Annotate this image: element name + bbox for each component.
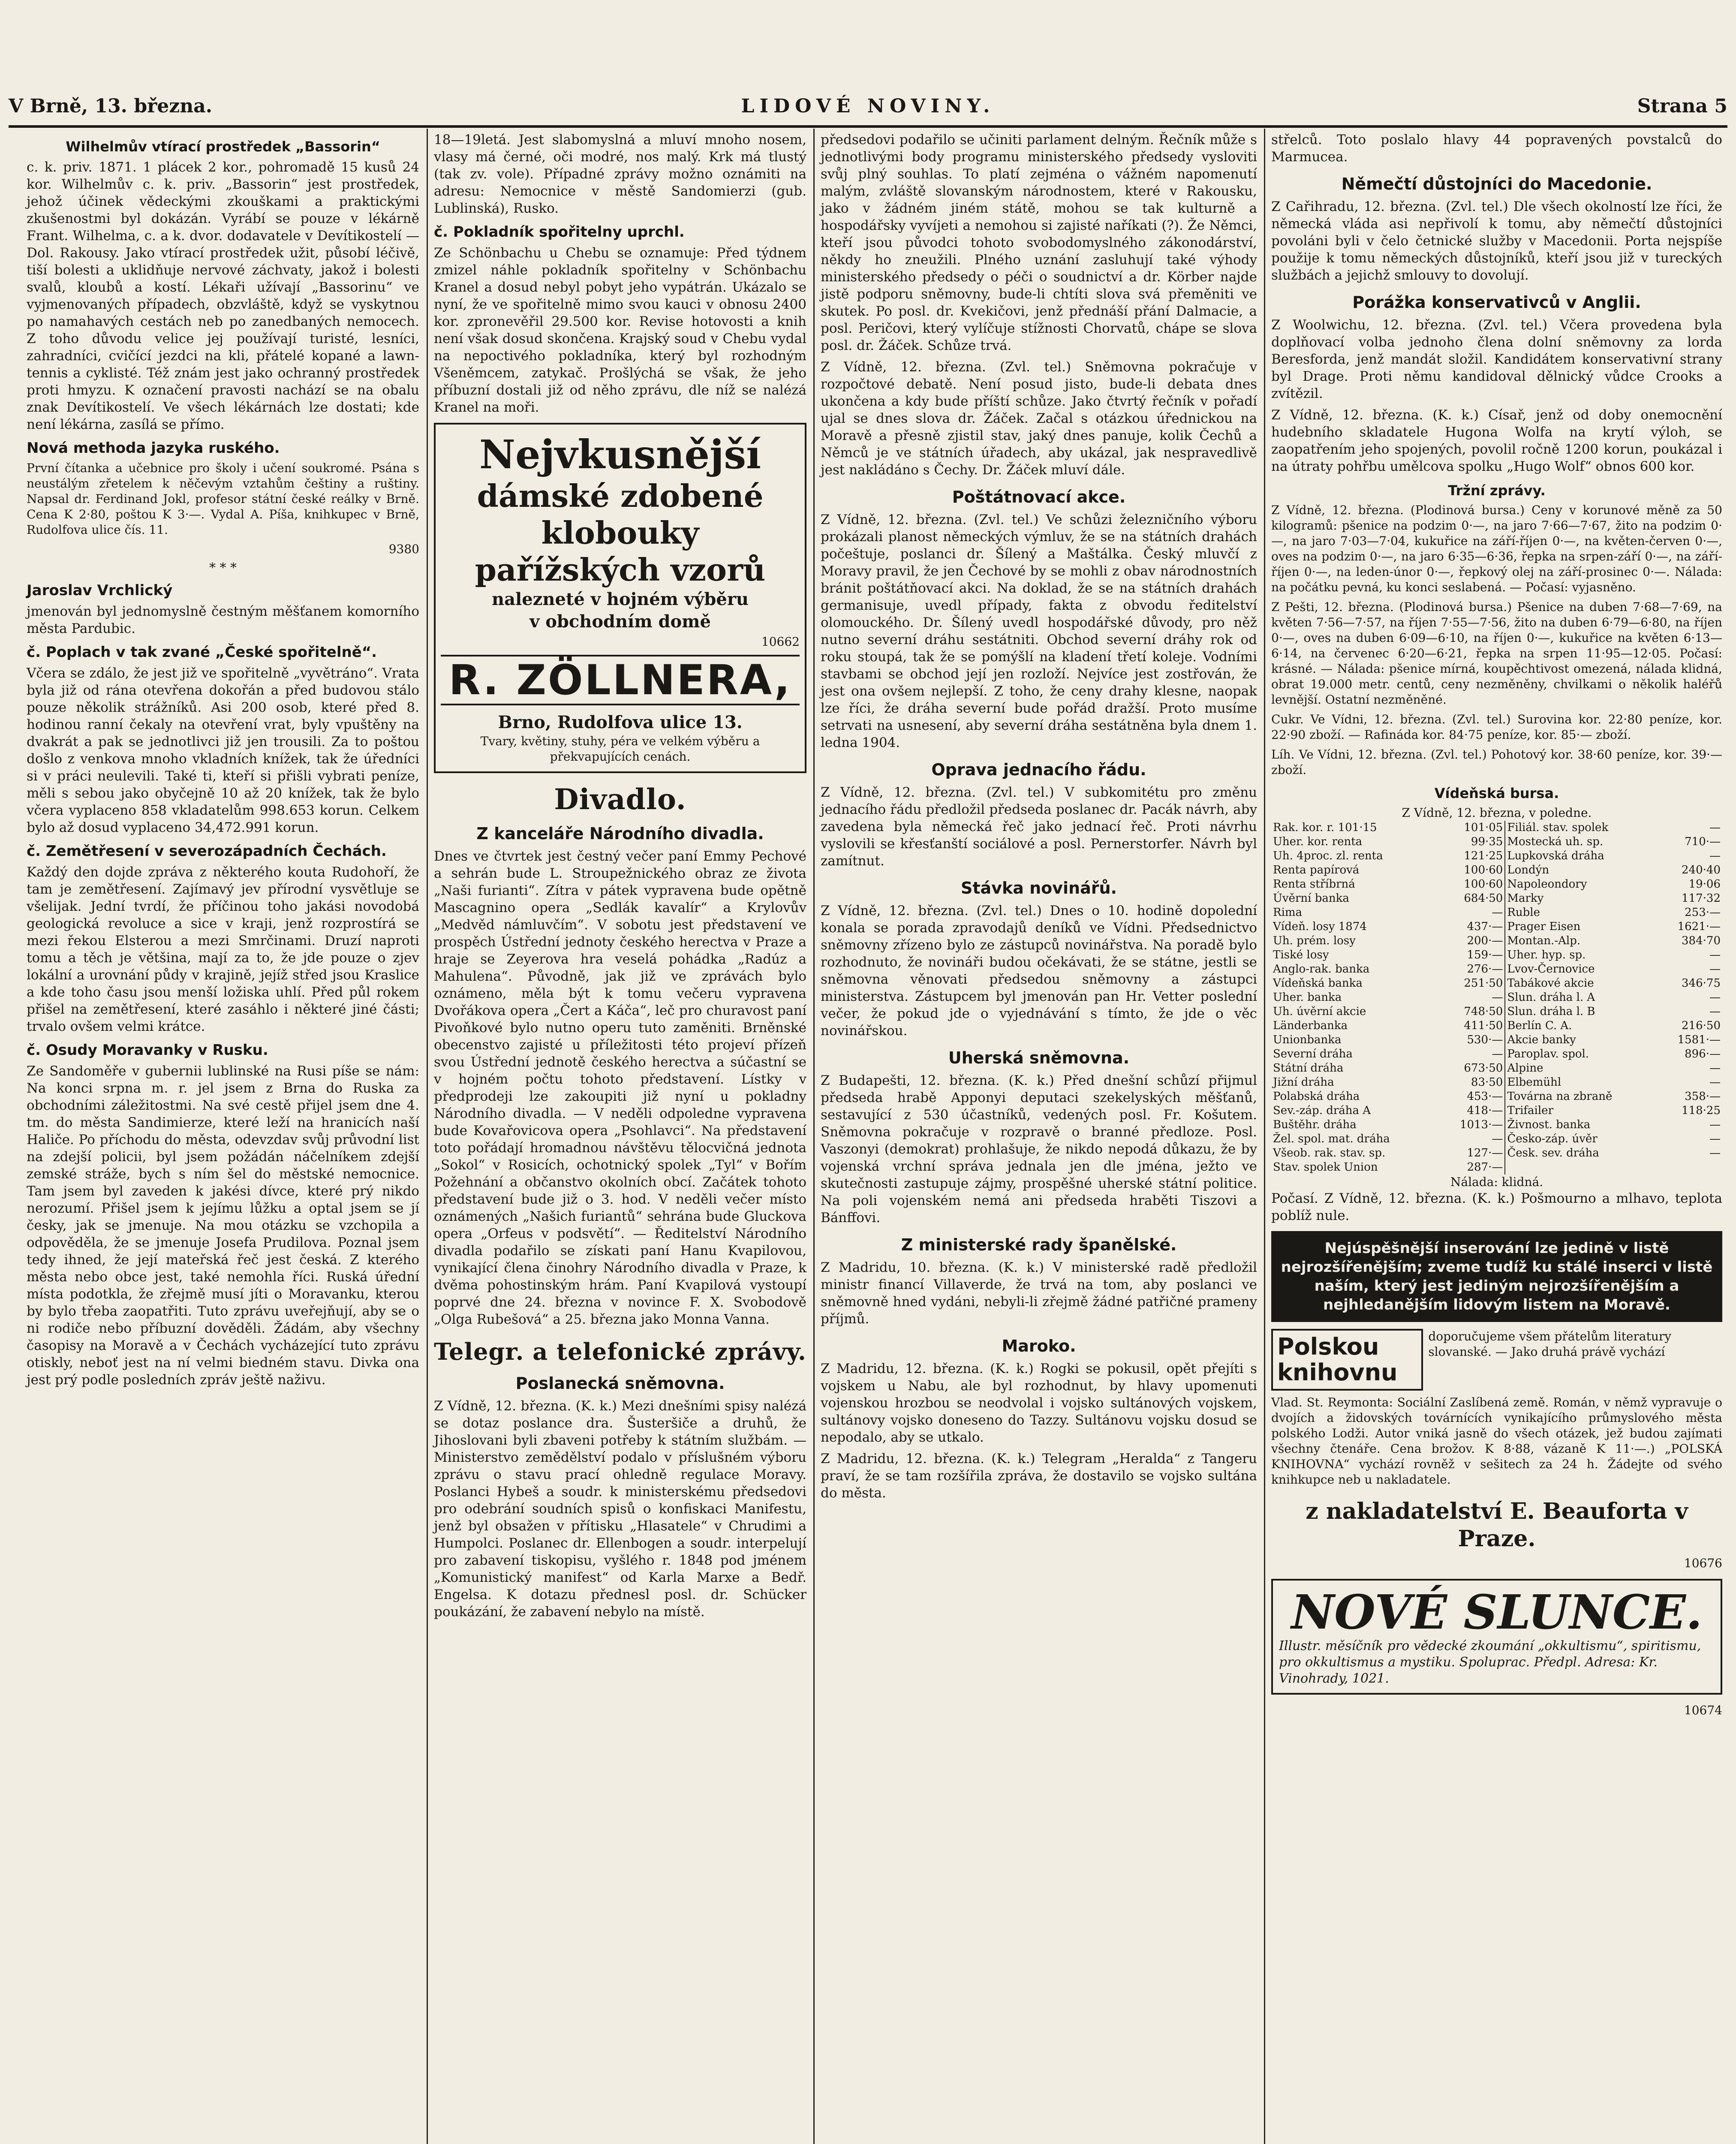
article-text: Z Madridu, 12. března. (K. k.) Telegram „Heralda“ z Tangeru praví, že se tam rozšířila zpráva, že dostavilo se vojsko sultána do města. [821,1451,1257,1501]
article-text: Z Budapešti, 12. března. (K. k.) Před dnešní schůzí přijmul předseda hrabě Apponyi deputaci szekelyských měšťanů, sestavující z 530 účastníků, vedených posl. Fr. Košutem. Sněmovna pokračuje v rozpravě o branné předloze. Posl. Vaszonyi (demokrat) prohlašuje, že nikdo nepodá důkazu, že by vojenská vrchní správa jednala jen dle jména, ježto ve skutečnosti zastupuje zájmy, prospěšné uherské státní politice. Na poli vojenském nemá ani předseda hraběti Tiszovi a Bánffovi. [821,1073,1257,1226]
bursa-item-value: — [1709,1147,1721,1159]
bursa-item-value: — [1709,1062,1721,1075]
ad-line: v obchodním domě [530,611,711,632]
bursa-item-name: Berlín C. A. [1507,1019,1572,1032]
bursa-item-value: 1621·— [1677,920,1721,933]
bursa-row [1271,976,1722,991]
bursa-item-value: 276·— [1439,962,1505,976]
market-text: Cukr. Ve Vídni, 12. března. (Zvl. tel.) Surovina kor. 22·80 peníze, kor. 22·90 zboží. — Rafináda kor. 84·75 peníze, kor. 85·— zboží. [1271,712,1722,742]
article-title: Z kanceláře Národního divadla. [476,824,764,843]
bursa-item-name: Uh. prém. losy [1273,934,1356,947]
bursa-date: Z Vídně, 12. března, v poledne. [1402,806,1592,820]
bursa-item-value: 83·50 [1439,1075,1505,1090]
article-title: Maroko. [1002,1337,1076,1355]
bursa-item-name: Uh. úvěrní akcie [1273,1005,1366,1018]
bursa-item-value: 710·— [1685,835,1721,848]
bursa-item-name: Uher. banka [1273,991,1342,1004]
bursa-item-name: Buštěhr. dráha [1273,1118,1357,1131]
ad-headline: Polskou knihovnu [1271,1329,1423,1391]
ad-number: 10662 [761,635,800,649]
column-1 [21,129,424,2144]
bursa-item-value: — [1709,849,1721,862]
bursa-item-value: 346·75 [1682,977,1721,990]
bursa-row [1271,1075,1722,1090]
bursa-item-name: Lupkovská dráha [1507,849,1604,862]
article-text: Z Cařihradu, 12. března. (Zvl. tel.) Dle všech okolností lze říci, že německá vláda asi nepřivolí k tomu, aby němečtí důstojníci povoláni byli v čelo četnické služby v Macedonii. Porta nejspíše použije k tomu německých důstojníků, kteří jsou již v tureckých službách a jejichž smlouvy to dovolují. [1271,199,1722,283]
article-text: Z Vídně, 12. března. (K. k.) Císař, jenž od doby onemocnění hudebního skladatele Hugona Wolfa na krytí výloh, se zaopatřením jeho spojených, povolil ročně 1200 korun, poukázal i na útraty pohřbu umělcova spolku „Hugo Wolf“ obnos 600 kor. [1271,407,1722,474]
bursa-item-name: Jižní dráha [1273,1076,1334,1089]
bursa-row [1271,849,1722,863]
ad-publisher: z nakladatelství E. Beaufortа v Praze. [1306,1498,1688,1552]
bursa-item-value: 896·— [1685,1048,1721,1060]
article-text: Z Woolwichu, 12. března. (Zvl. tel.) Včera provedena byla doplňovací volba jednoho člena dolní sněmovny za lorda Beresforda, jenž mandát složil. Kandidátem konservativní strany byl Drage. Proti němu kandidoval dělnický vůdce Crooks a zvítězil. [1271,317,1722,401]
article-title: Vídeňská bursa. [1434,785,1559,801]
bursa-item-value: — [1439,1047,1505,1061]
bursa-item-value: 118·25 [1682,1104,1721,1117]
article-text: Z Vídně, 12. března. (Zvl. tel.) Ve schůzi železničního výboru prokázali planost německých výmluv, že se na státních drahách počeštuje, poslanci dr. Šílený a Maštálka. Český mluvčí z Moravy pravil, že jen Čechové by se mohli z obav národnostních bránit poštátňovací akci. Na doklad, že se na státních drahách germanisuje, uvedl případy, fakta z obvodu ředitelství olomouckého. Dr. Šílený uvedl hospodářské důvody, pro něž nutno severní dráhu sestátniti. Obchod severní dráhy rok od roku stoupá, tak že se pomýšlí na kladení třetí koleje. Vodními stavbami se obchod její jen rozloží. Nejvíce jest zostřován, že jest ona ovšem nejlepší. Z toho, že ceny drahy klesne, naopak lze říci, že dráha severní bude pořád dražší. Proto musíme setrvati na usnesení, aby severní dráha sestátněna byla dnem 1. ledna 1904. [821,512,1257,750]
column-4 [1266,129,1727,2144]
bursa-row [1271,991,1722,1005]
bursa-item-value: 121·25 [1439,849,1505,863]
bursa-row [1271,1047,1722,1061]
bursa-row [1271,962,1722,976]
article-continuation: předsedovi podařilo se učiniti parlament delným. Řečník může s jednotlivými body programu ministerského předsedy vysloviti svůj plný souhlas. To platí zejména o vážném napomenutí malým, zvláště slovanským národnostem, které v Rakousku, jako v žádném jiném státě, mohou se tak kulturně a hospodářsky vyvíjeti a nemohou si zajisté naříkati (?). Že Němci, kteří jsou původci tohoto svobodomyslného zákonodárství, někdy ho zneužili. Plného uznání zasluhují také výhody ministerského předsedy o péči o soudnictví a dr. Körber najde jistě podporu sněmovny, bude-li chtíti slova svá přeměniti ve skutek. Po posl. dr. Kvekičovi, jenž přednáší přání Dalmacie, a posl. Peričovi, který vylíčuje stížnosti Chorvatů, chápe se slova posl. dr. Žáček. Schůze trvá. [821,132,1257,353]
ad-side-text: doporučujeme všem přátelům literatury slovanské. — Jako druhá právě vychází [1428,1329,1672,1359]
bursa-row [1271,1146,1722,1160]
ad-brand-name: R. ZÖLLNERA, [441,655,800,705]
ad-text: Vlad. St. Reymonta: Sociální Zaslíbená země. Román, v němž vypravuje o dvojích a židovských továrnících vynikajícího průmyslového města polského Lodži. Autor vniká jasně do všech otázek, jež budou zajímati všechny čtenáře. Cena brožov. K 8·88, vázaně K 11·—.) „POLSKÁ KNIHOVNA“ vychází rovněž v sešitech za 24 h. Žádejte od svého knihkupce neb u nakladatele. [1271,1395,1722,1487]
bursa-row [1271,835,1722,849]
bursa-item-value: — [1439,991,1505,1005]
bursa-item-name: Slun. dráha l. A [1507,991,1595,1004]
article-text: Z Vídně, 12. března. (Zvl. tel.) Sněmovna pokračuje v rozpočtové debatě. Není posud jisto, bude-li debata dnes ukončena a kdy bude příští schůze. Jako čtvrtý řečník v pořadí ujal se dnes slova dr. Žáček. Začal s otázkou úřednickou na Moravě a přesně zjistil stav, jaký dnes panuje, kolik Čechů a Němců je ve státních úřadech, aby ukázal, jak nespravedlivě jest nakládáno s Čechy. Dr. Žáček mluví dále. [821,359,1257,478]
bursa-item-name: Továrna na zbraně [1507,1090,1613,1103]
article-title: Z ministerské rady španělské. [901,1235,1177,1254]
article-title: Poslanecká sněmovna. [515,1374,725,1393]
advertising-notice: Nejúspěšnější inserování lze jedině v listě nejrozšířenějším; zveme tudíž ku stálé inserci v listě naším, který jest jediným nejrozšířenějším a nejhledanějším lidovým listem na Moravě. [1271,1231,1722,1322]
bursa-item-name: Slun. dráha l. B [1507,1005,1595,1018]
ad-number: 9380 [388,542,419,556]
bursa-item-name: Stav. spolek Union [1273,1161,1378,1174]
bursa-item-name: Česk. sev. dráha [1507,1147,1599,1159]
ad-subheadline: dámské zdobené klobouky [477,478,764,551]
article-continuation: střelců. Toto poslalo hlavy 44 popravených povstalců do Marmucea. [1271,132,1722,165]
bursa-item-name: Napoleondory [1507,878,1587,891]
article-title: Oprava jednacího řádu. [931,760,1146,779]
bursa-item-name: Úvěrní banka [1273,892,1349,905]
article-text: Ze Sandoměře v gubernii lublinské na Rusi píše se nám: Na konci srpna m. r. jel jsem z Brna do Ruska za obchodními záležitostmi. Na své cestě přijel jsem dne 4. tm. do města Sandimierze, které leží na hranicích naší Haliče. Po příchodu do města, odevzdav svůj průvodní list na zdejší policii, byl jsem požádán náčelníkem zdejší zemské stráže, bych s ním šel do městské nemocnice. Tam jsem byl zaveden k jakési dívce, které prý nikdo nerozumí. Přišel jsem k jejímu lůžku a optal jsem se jí česky, jak se jmenuje. Na mou otázku se vzchopila a odpověděla, že se jmenuje Josefa Prudilova. Poznal jsem tedy ihned, že její mateřská řeč jest česká. Z kterého města nebo obce jest, také nemohla říci. Ruská úřední místa podotkla, že zřejmě musí jíti o Moravanku, kterou by bylo třeba zaopatřiti. Tuto zprávu uveřejňují, aby se o ni rodiče nebo příbuzní dověděli. Žádám, aby všechny časopisy na Moravě a v Čechách vycházející tuto zprávu otiskly, neboť jest na ní velmi biedném stavu. Divka ona jest prý podle posledních zpráv ještě naživu. [27,1063,419,1388]
bursa-item-name: Lvov-Černovice [1507,963,1595,976]
bursa-row [1271,821,1722,835]
bursa-item-name: Česko-záp. úvěr [1507,1132,1598,1145]
ad-number: 10676 [1684,1556,1722,1570]
bursa-item-name: Severní dráha [1273,1048,1353,1060]
article-text: Z Vídně, 12. března. (K. k.) Mezi dnešními spisy nalézá se dotaz poslance dra. Šusteršiče a druhů, že Jihoslovani byli zbaveni potřeby k státním službám. — Ministerstvo zemědělství podalo v příslušném výboru zprávu o stavu prací ohledně regulace Moravy. Poslanci Hybeš a soudr. k ministerskému předsedovi pro odebrání soudních spisů o konfiskaci Manifestu, jenž byl obsažen v přítisku „Hlasatele“ v Chrudimi a Humpolci. Poslanec dr. Ellenbogen a soudr. interpelují pro zabavení tiskopisu, vyšlého r. 1848 pod jménem „Komunistický manifest“ od Karla Marxe a Bedř. Engelsa. K dotazu přednesl posl. dr. Schücker poukázání, že zabavení nebylo na místě. [434,1398,806,1620]
article-text: jmenován byl jednomyslně čestným měšťanem komorního města Pardubic. [27,604,419,636]
bursa-item-value: 384·70 [1682,934,1721,947]
ad-address: Brno, Rudolfova ulice 13. [498,712,743,732]
bursa-row [1271,1019,1722,1033]
ad-number: 10674 [1684,1703,1722,1717]
ad-line: nalezneté v hojném výběru [492,589,749,609]
bursa-row [1271,948,1722,962]
bursa-item-value: — [1709,1005,1721,1018]
masthead-title: LIDOVÉ NOVINY. [741,95,995,117]
bursa-item-value: 19·06 [1688,878,1721,891]
bursa-row [1271,1132,1722,1146]
market-text: Líh. Ve Vídni, 12. března. (Zvl. tel.) Pohotový kor. 38·60 peníze, kor. 39·— zboží. [1271,747,1722,777]
bursa-item-name: Elbemühl [1507,1076,1561,1089]
bursa-item-name: Uher. kor. renta [1273,835,1363,848]
article-text: Dnes ve čtvrtek jest čestný večer paní Emmy Pechové a sehrán bude L. Stroupežnického obraz ze života „Naši furianti“. Zítra v pátek vypravena bude opětně Mascagnino opera „Sedlák kavalír“ a Krylovův „Medvěd námluvčím“. V sobotu jest představení ve prospěch Ústřední jednoty českého herectva v Praze a hraje se Zeyerova hra veselá pohádka „Radúz a Mahulena“. Původně, jak již ve zprávách bylo oznámeno, měla být k tomu večeru vypravena Dvořákova opera „Čert a Káča“, leč pro churavost paní Pivoňkové bylo nutno operu tuto zaměniti. Brněnské obecenstvo zajisté u příležitosti této projeví přízeň svou Ústřední jednotě českého herectva a súčastní se v hojném počtu tohoto představení. Lístky v předprodeji lze zakoupiti již nyní u pokladny Národního divadla. — V neděli odpoledne vypravena bude Kovařovicova opera „Psohlavci“. Na představení toto pořádají hromadnou návštěvu tělocvičná jednota „Sokol“ v Rosicích, ochotnický spolek „Tyl“ v Bořím Požehnání a občanstvo okolních obcí. Začátek tohoto představení bude již o 3. hod. V neděli večer místo oznámených „Našich furiantů“ sehrána bude Gluckova opera „Orfeus v podsvětí“. — Ředitelství Národního divadla podařilo se získati paní Hanu Kvapilovou, vynikající člena činohry Národního divadla v Praze, k dvěma pohostinským hrám. Paní Kvapilová vystoupí poprvé dne 24. března v novince F. X. Svobodově „Olga Rubešová“ a 25. března jako Monna Vanna. [434,849,806,1327]
bursa-item-name: Paroplav. spol. [1507,1048,1589,1060]
bursa-row [1271,1118,1722,1132]
bursa-item-name: Rak. kor. r. 101·15 [1273,821,1377,834]
bursa-item-value: — [1709,1076,1721,1089]
article-title: Uherská sněmovna. [948,1048,1130,1067]
ad-text: Illustr. měsíčník pro vědecké zkoumání „okkultismu“, spiritismu, pro okkultismus a mystiku. Spoluprac. Předpl. Adresa: Kr. Vinohrady, 1021. [1279,1638,1701,1686]
bursa-row [1271,1061,1722,1075]
bursa-item-value: 358·— [1685,1090,1721,1103]
ad-bassorin-text: c. k. priv. 1871. 1 plácek 2 kor., pohromadě 15 kusů 24 kor. Wilhelmův c. k. priv. „Bassorin“ jest prostředek, jehož účinek vědeckými zkouškami a praktickými zkušenostmi byl dokázán. Vyrábí se pouze v lékárně Frant. Wilhelma, c. a k. dvor. dodavatele v Devítikostelí — Dol. Rakousy. Jako vtírací prostředek užit, působí léčivě, tiší bolesti a uklidňuje nervové záchvaty, jakož i bolesti svalů, kloubů a kostí. Lékaři užívají „Bassorinu“ ve vyjmenovaných případech, obzvláště, když se vyskytnou po namahavých cestách neb po zanedbaných nemocech. Z toho důvodu velice jej používají turisté, lesníci, zahradníci, cvičící jezdci na kli, přátelé kopané a lawn-tennis a cyklisté. Též znám jest jako ochranný prostředek proti hmyzu. K označení pravosti nachází se na obalu znak Devítikostelí. Ve všech lékárnách lze dostati; kde není lékárna, zasílá se přímo. [27,160,419,432]
bursa-item-name: Ruble [1507,906,1540,919]
bursa-item-name: Vídeňská banka [1273,977,1363,990]
bursa-item-value: 240·40 [1682,864,1721,876]
bursa-row [1271,1104,1722,1118]
bursa-item-name: Alpine [1507,1062,1543,1075]
masthead-date: V Brně, 13. března. [9,95,213,117]
column-3 [815,129,1262,2144]
article-title: Němečtí důstojníci do Macedonie. [1341,175,1652,193]
bursa-item-value: 673·50 [1439,1061,1505,1075]
bursa-item-value: 253·— [1685,906,1721,919]
bursa-item-value: 101·05 [1439,821,1505,835]
bursa-item-name: Rima [1273,906,1303,919]
article-text: Z Vídně, 12. března. (Zvl. tel.) V subkomitétu pro změnu jednacího řádu předložil předseda poslanec dr. Pacák návrh, aby zavedena byla německá řeč jako jednací řeč. Proti návrhu vyslovili se křesťanští sociálové a posl. Pernerstorfer. Návrh byl zamítnut. [821,785,1257,869]
bursa-item-name: Mostecká uh. sp. [1507,835,1604,848]
bursa-row [1271,1160,1722,1174]
bursa-item-name: Státní dráha [1273,1062,1344,1075]
article-title: č. Poplach v tak zvané „České spořitelně“. [27,644,377,661]
column-2 [429,129,812,2144]
bursa-item-name: Sev.-záp. dráha A [1273,1104,1371,1117]
bursa-row [1271,1033,1722,1047]
bursa-item-name: Tabákové akcie [1507,977,1594,990]
bursa-item-name: Marky [1507,892,1544,905]
bursa-item-name: Anglo-rak. banka [1273,963,1370,976]
article-title: č. Pokladník spořitelny uprchl. [434,223,685,241]
bursa-item-name: Montan.-Alp. [1507,934,1581,947]
bursa-item-value: 530·— [1439,1033,1505,1047]
article-text: Z Vídně, 12. března. (Zvl. tel.) Dnes o 10. hodině dopolední konala se porada zpravodajů deníků ve Vídni. Předsednictvo sněmovny zřízeno bylo ze zástupců novinářstva. Na poradě bylo rozhodnuto, že novináři budou očekávati, že se státne, jestli se sněmovna věnovati předsedou sněmovny a zástupci ministerstva. Zástupcem byl jmenován pan Hr. Vetter poslední večer, že pokud jde o vyjednávání s tímto, že jde o věc novinářskou. [821,903,1257,1039]
bursa-item-value: 437·— [1439,920,1505,934]
bursa-item-name: Živnost. banka [1507,1118,1591,1131]
article-title: Jaroslav Vrchlický [27,582,173,599]
bursa-item-name: Renta papírová [1273,864,1360,876]
article-text: Včera se zdálo, že jest již ve spořitelně „vyvětráno“. Vrata byla již od rána otevřena dokořán a před budovou stálo pouze několik strážníků. Asi 200 osob, které před 8. hodinou ranní čekaly na otevření vrat, byly vpuštěny na dvakrát a pak se jednotlivci již jen trousili. Za to poštou došlo z venkova mnoho vkladních knížek, tak že úředníci si v práci neulevili. Také ti, kteří si přišli vybrati peníze, měli s sebou jako obyčejně 10 až 20 knížek, tak že bylo včera vyplaceno 858 vkladatelům 998.653 korun. Celkem bylo až dosud vyplaceno 34,472.991 korun. [27,665,419,835]
bursa-row [1271,863,1722,877]
bursa-item-value: 200·— [1439,934,1505,948]
weather-text: Počasí. Z Vídně, 12. března. (K. k.) Pošmourno a mlhavo, teplota poblíž nule. [1271,1191,1722,1223]
bursa-item-name: Prager Eisen [1507,920,1581,933]
bursa-item-value: 99·35 [1439,835,1505,849]
bursa-item-name: Tiské losy [1273,949,1329,961]
ad-headline: NOVÉ SLUNCE. [1291,1584,1703,1640]
bursa-item-value: 216·50 [1682,1019,1721,1032]
ad-headline: Nejvkusnější [479,431,761,478]
bursa-item-value: 251·50 [1439,976,1505,991]
bursa-item-name: Vídeň. losy 1874 [1273,920,1367,933]
bursa-item-name: Länderbanka [1273,1019,1348,1032]
section-separator: * * * [209,560,237,575]
bursa-item-name: Renta stříbrná [1273,878,1355,891]
ad-items: Tvary, květiny, stuhy, péra ve velkém výběru a překvapujících cenách. [480,734,760,764]
ad-zollner-hats [434,423,806,773]
bursa-item-name [1505,1160,1657,1174]
bursa-item-value: 1581·— [1677,1033,1721,1046]
bursa-item-value: 100·60 [1439,877,1505,891]
ad-russian-method-text: První čítanka a učebnice pro školy i učení soukromé. Psána s neustálým zřetelem k něčevým vztahům češtiny a ruštiny. Napsal dr. Ferdinand Jokl, profesor státní české reálky v Brně. Cena K 2·80, poštou K 3·—. Vydal A. Píša, knihkupec v Brně, Rudolfova ulice čís. 11. [27,461,419,537]
bursa-item-value: 287·— [1439,1160,1505,1174]
bursa-row [1271,920,1722,934]
bursa-item-value: — [1439,906,1505,920]
bursa-item-value: — [1439,1132,1505,1146]
bursa-item-name: Všeob. rak. stav. sp. [1273,1147,1386,1159]
masthead-page-number: Strana 5 [1637,95,1727,117]
masthead-rule [9,125,1727,128]
article-title: Stávka novinářů. [961,879,1117,897]
bursa-item-name: Filiál. stav. spolek [1507,821,1609,834]
bursa-item-value: 418·— [1439,1104,1505,1118]
bursa-row [1271,1005,1722,1019]
bursa-item-value: — [1709,1132,1721,1145]
column-divider [1264,129,1265,2144]
bursa-item-value: 127·— [1439,1146,1505,1160]
ad-subheadline: pařížských vzorů [475,551,766,588]
bursa-row [1271,877,1722,891]
bursa-item-value [1657,1160,1722,1174]
bursa-item-value: 159·— [1439,948,1505,962]
ad-bassorin-title: Wilhelmův vtírací prostředek „Bassorin“ [66,139,380,155]
ad-polish-library [1271,1329,1722,1570]
bursa-row [1271,1090,1722,1104]
bursa-item-value: 1013·— [1439,1118,1505,1132]
bursa-item-value: 684·50 [1439,891,1505,906]
bursa-item-name: Uher. hyp. sp. [1507,949,1586,961]
bursa-item-value: 748·50 [1439,1005,1505,1019]
bursa-item-value: 117·32 [1682,892,1721,905]
bursa-mood: Nálada: klidná. [1450,1175,1543,1189]
bursa-item-value: — [1709,949,1721,961]
bursa-item-value: 453·— [1439,1090,1505,1104]
bursa-item-name: Žel. spol. mat. dráha [1273,1132,1390,1145]
article-title: Tržní zprávy. [1448,482,1546,499]
bursa-row [1271,906,1722,920]
article-continuation: 18—19letá. Jest slabomyslná a mluví mnoho nosem, vlasy má černé, oči modré, nos malý. Krk má tlustý (tak zv. vole). Případné zprávy možno oznámiti na adresu: Nemocnice v městě Sandomierzi (gub. Lublinská), Rusko. [434,132,806,216]
bursa-row [1271,934,1722,948]
section-title-theatre: Divadlo. [554,783,686,816]
bursa-item-value: — [1709,963,1721,976]
article-text: Každý den dojde zpráva z některého kouta Rudohoří, že tam je zemětřesení. Zajímavý jev přírodní vysvětluje se všelijak. Jední tvrdí, že příčinou toho jakási novodobá geologická revoluce a sice v kraji, jenž rozprostírá se mezi řekou Elsterou a mezi Smrčinami. Druzí naproti tomu a těch je většina, mají za to, že jde pouze o zjev lokální a urovnání půdy v krajině, jejíž střed jsou Kraslice a kde toho času jsou menší ložiska uhlí. Před půl rokem přišel na zemětřesení, které zasáhlo i některé jiné části; trvalo ovšem velmi krátce. [27,864,419,1034]
article-title: Porážka konservativců v Anglii. [1352,293,1641,312]
article-title: Poštátnovací akce. [952,488,1126,506]
masthead [9,95,1727,129]
bursa-item-name: Londýn [1507,864,1549,876]
bursa-item-name: Trifailer [1507,1104,1553,1117]
column-divider [427,129,428,2144]
article-text: Z Madridu, 12. března. (K. k.) Rogki se pokusil, opět přejíti s vojskem u Nabu, ale byl rozhodnut, by hlavy upomenuti vojenskou hrozbou se neodvolal i vojsko sultánových vojskem, sultánovy vojsko doneseno do Tazzy. Sultánovu vojsku dosud se nepodalo, aby se utkalo. [821,1361,1257,1445]
ad-nove-slunce [1271,1579,1722,1695]
market-text: Z Vídně, 12. března. (Plodinová bursa.) Ceny v korunové měně za 50 kilogramů: pšenice na podzim 0·—, na jaro 7·66—7·67, žito na podzim 0·—, na jaro 7·03—7·04, kukuřice na září-říjen 0·—, na květen-červen 0·—, oves na podzim 0·—, na jaro 6·35—6·36, řepka na srpen-září 0·—, na září-říjen 0·—, na leden-únor 0·—, řepkový olej na září-prosinec 0·—. Nálada: na počátku pevná, ku konci seslabená. — Počasí: vyjasněno. [1271,503,1722,594]
bursa-item-name: Akcie banky [1507,1033,1576,1046]
article-text: Ze Schönbachu u Chebu se oznamuje: Před týdnem zmizel náhle pokladník spořitelny v Schönbachu Kranel a dosud nebyl pobyt jeho vypátrán. Ukázalo se nyní, že ve spořitelně mimo svou kauci v obnosu 2400 kor. zpronevěřil 29.500 kor. Revise hotovosti a knih není však dosud skončena. Krajský soud v Chebu vydal na nepoctivého pokladníka, který byl rozhodným Všeněmcem, zatykač. Prošlýchá se však, že jeho příbuzní dostali již od něho zprávu, dle níž se nalézá Kranel na moři. [434,245,806,415]
article-title: č. Osudy Moravanky v Rusku. [27,1042,268,1059]
article-text: Z Madridu, 10. března. (K. k.) V ministerské radě předložil ministr financí Villaverde, že trvá na tom, aby poslanci ve sněmovně hned vydáni, nebyli-li zřejmě žádné patřičné prameny příjmů. [821,1260,1257,1327]
bursa-item-name: Unionbanka [1273,1033,1342,1046]
bursa-item-value: — [1709,1118,1721,1131]
column-divider [813,129,815,2144]
section-title-telegrams: Telegr. a telefonické zprávy. [434,1338,806,1365]
ad-russian-method-title: Nová methoda jazyka ruského. [27,440,280,457]
article-title: č. Zemětřesení v severozápadních Čechách. [27,843,387,860]
bursa-item-value: 100·60 [1439,863,1505,877]
bursa-item-value: — [1709,821,1721,834]
bursa-item-value: — [1709,991,1721,1004]
bursa-item-name: Polabská dráha [1273,1090,1360,1103]
market-text: Z Pešti, 12. března. (Plodinová bursa.) Pšenice na duben 7·68—7·69, na květen 7·56—7·57, na říjen 7·55—7·56, žito na duben 6·79—6·80, na říjen 0·—, oves na duben 6·09—6·10, na říjen 0·—, kukuřice na květen 6·13—6·14, na červenec 6·20—6·21, řepka na srpen 11·95—12·05. Počasí: krásné. — Nálada: pšenice mírná, koupěchtivost omezená, nálada klidná, obrat 19.000 metr. centů, ceny nezměněny, chvilkami o několik haléřů levnější. Ostatní nezměněné. [1271,600,1722,707]
bursa-table [1271,821,1722,1174]
bursa-item-value: 411·50 [1439,1019,1505,1033]
bursa-row [1271,891,1722,906]
bursa-item-name: Uh. 4proc. zl. renta [1273,849,1383,862]
